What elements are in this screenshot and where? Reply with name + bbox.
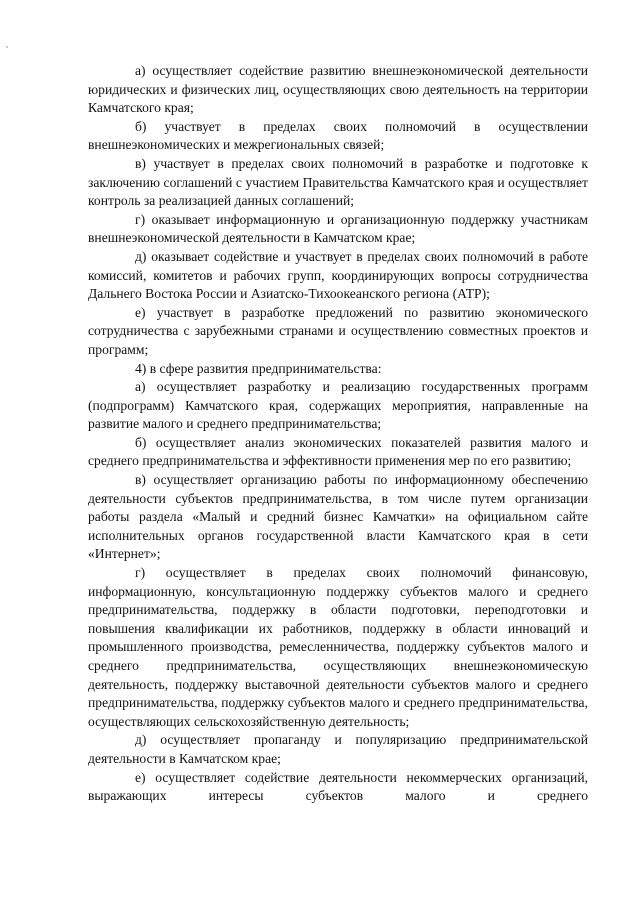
paragraph-v-agreements: в) участвует в пределах своих полномочий в разработке и подготовке к заключению соглашений с участием Правительства Камчатского края и осуществляет контроль за реализацией данных соглашений;: [88, 155, 588, 209]
paragraph-b-foreign-relations: б) участвует в пределах своих полномочий в осуществлении внешнеэкономических и межрегиональных связей;: [88, 118, 588, 153]
document-body: [88, 62, 588, 806]
paragraph-b-analysis: б) осуществляет анализ экономических показателей развития малого и среднего предпринимательства и эффективности применения мер по его развитию;: [88, 434, 588, 469]
paragraph-e-cooperation: е) участвует в разработке предложений по развитию экономического сотрудничества с зарубежными странами и осуществлению совместных проектов и программ;: [88, 304, 588, 357]
paragraph-g-support-participants: г) оказывает информационную и организационную поддержку участникам внешнеэкономической деятельности в Камчатском крае;: [88, 211, 588, 246]
paragraph-a-programs: а) осуществляет разработку и реализацию государственных программ (подпрограмм) Камчатского края, содержащих мероприятия, направленные на развитие малого и среднего предпринимательства;: [88, 379, 588, 432]
paragraph-a-foreign-activity: а) осуществляет содействие развитию внешнеэкономической деятельности юридических и физических лиц, осуществляющих свою деятельность на территории Камчатского края;: [88, 63, 588, 116]
scan-artifact: [6, 46, 8, 48]
paragraph-d-promotion: д) осуществляет пропаганду и популяризацию предпринимательской деятельности в Камчатском крае;: [88, 732, 588, 766]
paragraph-v-information: в) осуществляет организацию работы по информационному обеспечению деятельности субъектов предпринимательства, в том числе путем организации работы раздела «Малый и средний бизнес Камчатки» на официальном сайте исполнительных органов государственной власти Камчатского края в сети «Интернет»;: [88, 472, 588, 562]
paragraph-d-commissions: д) оказывает содействие и участвует в пределах своих полномочий в работе комиссий, комитетов и рабочих групп, координирующих вопросы сотрудничества Дальнего Востока России и Азиатско-Тихоокеанского региона (АТР);: [88, 248, 588, 302]
paragraph-g-financial-support: г) осуществляет в пределах своих полномочий финансовую, информационную, консультационную поддержку субъектов малого и среднего предпринимательства, поддержку в области подготовки, переподготовки и повышения квалификации их работников, поддержку в области инноваций и промышленного производства, ремесленничества, поддержку субъектов малого и среднего предпринимательства, осуществляющих внешнеэкономическую деятельность, поддержку выставочной деятельности субъектов малого и среднего предпринимательства, поддержку субъектов малого и среднего предпринимательства, осуществляющих сельскохозяйственную деятельность;: [88, 565, 588, 729]
paragraph-e-nonprofit: е) осуществляет содействие деятельности некоммерческих организаций, выражающих интересы субъектов малого и среднего: [88, 769, 588, 804]
section-heading-entrepreneurship: 4) в сфере развития предпринимательства:: [135, 360, 382, 376]
